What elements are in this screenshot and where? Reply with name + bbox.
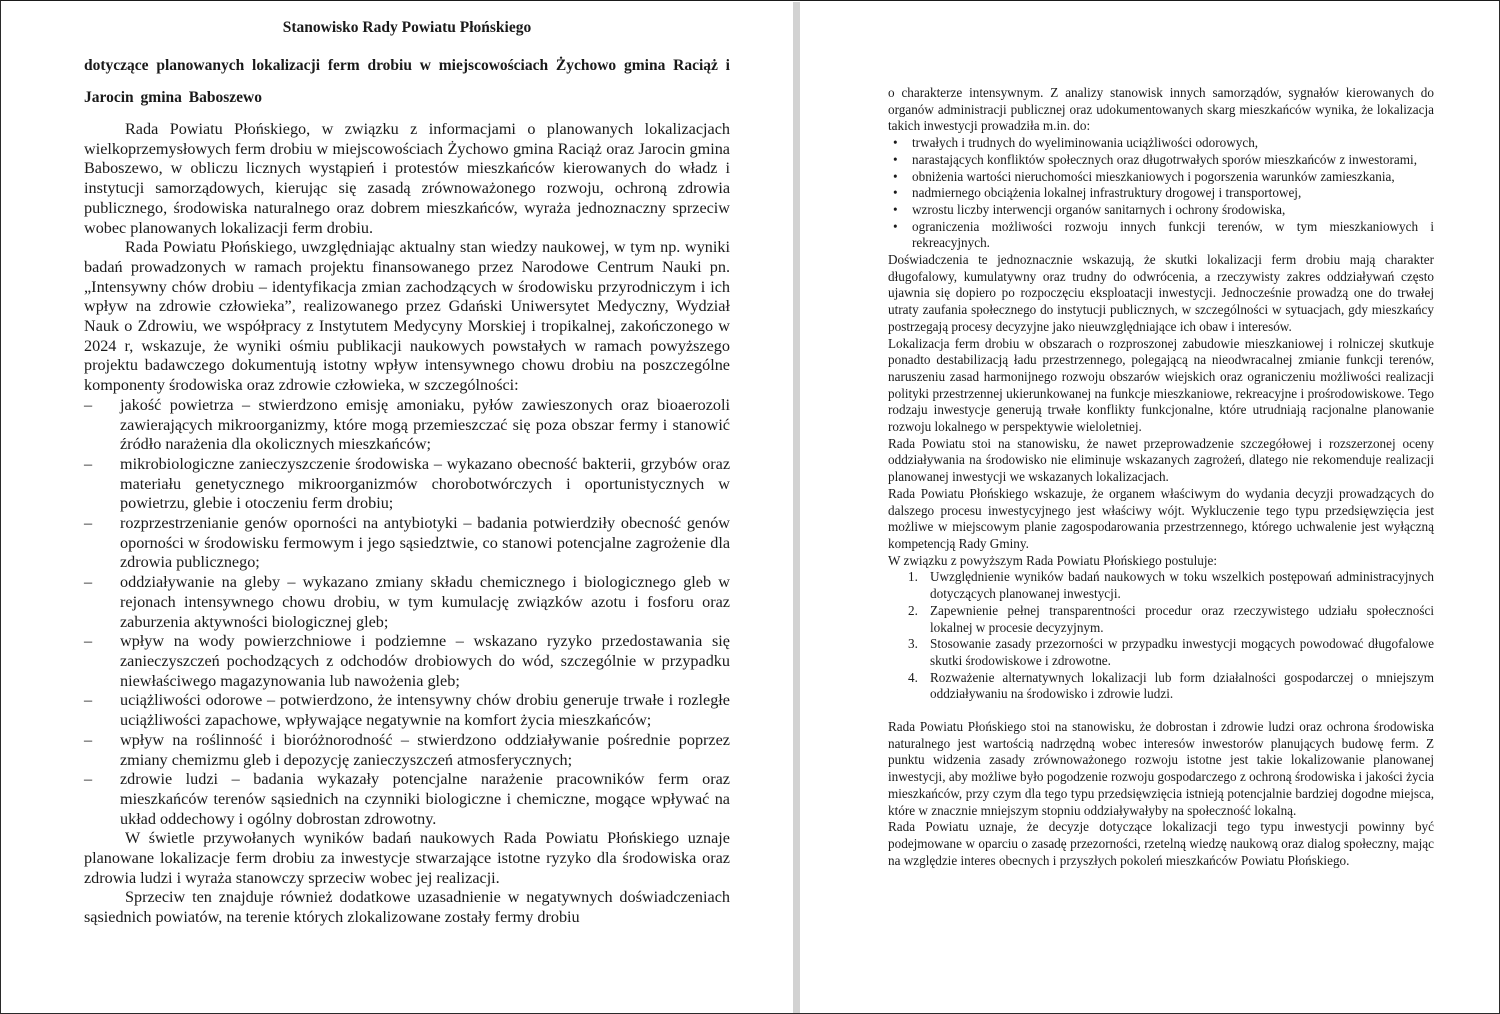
paragraph: Rada Powiatu Płońskiego, uwzględniając aktualny stan wiedzy naukowej, w tym np. wyniki badań prowadzonych w ramach projektu finansowanego przez Narodowe Centrum Nauki pn. „Intensywny chów drobiu – identyfikacja zmian zachodzących w środowisku przyrodniczym i ich wpływ na zdrowie człowieka”, realizowanego przez Gdański Uniwersytet Medyczny, Wydział Nauk o Zdrowiu, we współpracy z Instytutem Medycyny Morskiej i tropikalnej, zakończonego w 2024 r, wskazuje, że wyniki ośmiu publikacji naukowych powstałych w ramach powyższego projektu badawczego dokumentują istotny wpływ intensywnego chowu drobiu na poszczególne komponenty środowiska oraz zdrowie człowieka, w szczególności: — [84, 238, 730, 395]
right-page — [800, 1, 1499, 1013]
list-item — [84, 770, 730, 829]
left-page-content — [84, 17, 730, 928]
dash-bullet-icon: – — [84, 730, 93, 749]
paragraph: Lokalizacja ferm drobiu w obszarach o rozproszonej zabudowie mieszkaniowej i rolniczej skutkuje ponadto destabilizacją ładu przestrzennego, polegającą na nieodwracalnej zmianie funkcji terenów, naruszeniu zasad harmonijnego rozwoju obszarów wiejskich oraz ograniczeniu możliwości realizacji polityki przestrzennej ukierunkowanej na funkcje mieszkaniowe, rekreacyjne i prośrodowiskowe. Tego rodzaju inwestycje generują trwałe konflikty funkcjonalne, które utrudniają racjonalne planowanie rozwoju lokalnego w perspektywie wieloletniej. — [888, 335, 1434, 435]
dash-bullet-icon: – — [84, 454, 93, 473]
list-item — [888, 636, 1434, 669]
list-item — [84, 455, 730, 514]
list-item — [888, 185, 1434, 202]
dash-bullet-icon: – — [84, 514, 93, 533]
list-item-text: narastających konfliktów społecznych oraz długotrwałych sporów mieszkańców z inwestorami, — [912, 151, 1417, 167]
bullet-icon: • — [893, 185, 898, 201]
list-item-text: zdrowie ludzi – badania wykazały potencjalne narażenie pracowników ferm oraz mieszkańców terenów sąsiednich na czynniki biologiczne i chemiczne, mogące wpływać na układ oddechowy i ogólny dobrostan zdrowotny. — [120, 770, 730, 828]
left-page — [1, 1, 793, 1013]
list-number: 3. — [908, 636, 918, 652]
findings-list — [84, 396, 730, 829]
list-number: 1. — [908, 569, 918, 585]
list-item — [84, 691, 730, 730]
list-item-text: oddziaływanie na gleby – wykazano zmiany składu chemicznego i biologicznego gleb w rejonach intensywnego chowu drobiu, w tym kumulację związków azotu i fosforu oraz zaburzenia aktywności biologicznej gleb; — [120, 573, 730, 631]
list-item — [84, 731, 730, 770]
list-item-text: Zapewnienie pełnej transparentności procedur oraz rzeczywistego udziału społeczności lokalnej w procesie decyzyjnym. — [930, 602, 1434, 635]
list-item-text: obniżenia wartości nieruchomości mieszkaniowych i pogorszenia warunków zamieszkania, — [912, 168, 1395, 184]
list-item — [888, 670, 1434, 703]
list-item — [888, 135, 1434, 152]
dash-bullet-icon: – — [84, 691, 93, 710]
list-item-text: Uwzględnienie wyników badań naukowych w toku wszelkich postępowań administracyjnych dotyczących planowanej inwestycji. — [930, 569, 1434, 602]
list-item — [888, 603, 1434, 636]
paragraph: Sprzeciw ten znajduje również dodatkowe uzasadnienie w negatywnych doświadczeniach sąsiednich powiatów, na terenie których zlokalizowane zostały fermy drobiu — [84, 888, 730, 927]
list-item — [84, 632, 730, 691]
list-item-text: uciążliwości odorowe – potwierdzono, że intensywny chów drobiu generuje trwałe i rozległe uciążliwości zapachowe, wpływające negatywnie na komfort życia mieszkańców; — [120, 691, 730, 730]
list-number: 4. — [908, 669, 918, 685]
list-item — [84, 396, 730, 455]
list-item-text: wpływ na wody powierzchniowe i podziemne – wskazano ryzyko przedostawania się zanieczyszczeń pochodzących z odchodów drobiowych do wód, szczególnie w przypadku niewłaściwego magazynowania lub nawożenia gleb; — [120, 632, 730, 690]
list-item-text: Rozważenie alternatywnych lokalizacji lub form działalności gospodarczej o mniejszym oddziaływaniu na środowisko i zdrowie ludzi. — [930, 669, 1434, 702]
spacer — [888, 703, 1434, 719]
page-divider — [793, 2, 800, 1013]
bullet-icon: • — [893, 168, 898, 184]
paragraph: Rada Powiatu uznaje, że decyzje dotyczące lokalizacji tego typu inwestycji powinny być podejmowane w oparciu o zasadę przezorności, rzetelną wiedzę naukową oraz dialog społeczny, mając na względzie interes obecnych i przyszłych pokoleń mieszkańców Powiatu Płońskiego. — [888, 819, 1434, 868]
bullet-icon: • — [893, 218, 898, 234]
paragraph: Rada Powiatu Płońskiego, w związku z informacjami o planowanych lokalizacjach wielkoprzemysłowych ferm drobiu w miejscowościach Żychowo gmina Raciąż oraz Jarocin gmina Baboszewo, w obliczu licznych wystąpień i protestów mieszkańców kierowanych do władz i instytucji samorządowych, kierując się zasadą zrównoważonego rozwoju, ochroną zdrowia publicznego, środowiska naturalnego oraz dobrem mieszkańców, wyraża jednoznaczny sprzeciw wobec planowanych lokalizacji ferm drobiu. — [84, 120, 730, 237]
paragraph: Rada Powiatu Płońskiego stoi na stanowisku, że dobrostan i zdrowie ludzi oraz ochrona środowiska naturalnego jest wartością nadrzędną wobec interesów inwestorów planujących budowę ferm. Z punktu widzenia zasady zrównoważonego rozwoju istotne jest takie lokalizowanie planowanej inwestycji, aby możliwe było pogodzenie rozwoju gospodarczego z ochroną środowiska i jakości życia mieszkańców, przy czym dla tego typu przedsięwzięcia istnieją potencjalnie bardziej dogodne miejsca, które w znacznie mniejszym stopniu oddziaływałyby na społeczność lokalną. — [888, 719, 1434, 818]
list-item-text: wzrostu liczby interwencji organów sanitarnych i ochrony środowiska, — [912, 201, 1286, 217]
postulates-list — [888, 569, 1434, 703]
list-number: 2. — [908, 602, 918, 618]
list-item — [84, 514, 730, 573]
list-item-text: wpływ na roślinność i bioróżnorodność – stwierdzono oddziaływanie pośrednie poprzez zmiany chemizmu gleb i depozycję zanieczyszczeń atmosferycznych; — [120, 730, 730, 769]
document-title: Stanowisko Rady Powiatu Płońskiego — [282, 19, 532, 36]
list-item-text: jakość powietrza – stwierdzono emisję amoniaku, pyłów zawieszonych oraz bioaerozoli zawierających mikroorganizmy, które mogą przemieszczać się poza obszar fermy i stanowić źródło narażenia dla okolicznych mieszkańców; — [120, 395, 730, 454]
list-item — [888, 569, 1434, 602]
paragraph: Doświadczenia te jednoznacznie wskazują, że skutki lokalizacji ferm drobiu mają charakter długofalowy, kumulatywny oraz trudny do odwrócenia, a rzeczywisty zakres oddziaływań często ujawnia się dopiero po rozpoczęciu eksploatacji inwestycji. Jednocześnie prowadzą one do trwałej utraty zaufania społecznego do instytucji publicznych, w szczególności w sytuacjach, gdy mieszkańcy postrzegają procesy decyzyjne jako nieuwzględniające ich obaw i interesów. — [888, 252, 1434, 334]
paragraph: W świetle przywołanych wyników badań naukowych Rada Powiatu Płońskiego uznaje planowane lokalizacje ferm drobiu za inwestycje stwarzające istotne ryzyko dla środowiska oraz zdrowia ludzi i wyraża stanowczy sprzeciw wobec jej realizacji. — [84, 829, 730, 887]
bullet-icon: • — [893, 151, 898, 167]
dash-bullet-icon: – — [84, 632, 93, 651]
right-page-content — [888, 85, 1434, 869]
paragraph: o charakterze intensywnym. Z analizy stanowisk innych samorządów, sygnałów kierowanych do organów administracji publicznej oraz udokumentowanych skarg mieszkańców wynika, że lokalizacja takich inwestycji prowadziła m.in. do: — [888, 85, 1434, 134]
bullet-icon: • — [893, 135, 898, 151]
dash-bullet-icon: – — [84, 395, 93, 414]
consequences-list — [888, 135, 1434, 252]
list-item — [888, 219, 1434, 252]
list-item-text: mikrobiologiczne zanieczyszczenie środowiska – wykazano obecność bakterii, grzybów oraz materiału genetycznego mikroorganizmów chorobotwórczych i oportunistycznych w powietrzu, glebie i otoczeniu ferm drobiu; — [120, 454, 730, 513]
list-item-text: Stosowanie zasady przezorności w przypadku inwestycji mogących powodować długofalowe skutki środowiskowe i zdrowotne. — [930, 636, 1434, 668]
dash-bullet-icon: – — [84, 573, 93, 592]
paragraph: Rada Powiatu stoi na stanowisku, że nawet przeprowadzenie szczegółowej i rozszerzonej oceny oddziaływania na środowisko nie eliminuje wskazanych zagrożeń, dlatego nie rekomenduje realizacji planowanej inwestycji we wskazanych lokalizacjach. — [888, 435, 1434, 485]
dash-bullet-icon: – — [84, 770, 93, 789]
document-subtitle: dotyczące planowanych lokalizacji ferm drobiu w miejscowościach Żychowo gmina Raciąż i Jarocin gmina Baboszewo — [84, 57, 730, 106]
paragraph: Rada Powiatu Płońskiego wskazuje, że organem właściwym do wydania decyzji prowadzących do dalszego procesu inwestycyjnego jest właściwy wójt. Wykluczenie tego typu przedsięwzięcia jest możliwe w miejscowym planie zagospodarowania przestrzennego, którego uchwalenie jest wyłączną kompetencją Rady Gminy. — [888, 485, 1434, 551]
list-item — [888, 169, 1434, 186]
list-item — [888, 202, 1434, 219]
bullet-icon: • — [893, 201, 898, 217]
list-item-text: rozprzestrzenianie genów oporności na antybiotyki – badania potwierdziły obecność genów oporności w środowisku fermowym i jego sąsiedztwie, co stanowi potencjalne zagrożenie dla zdrowia publicznego; — [120, 514, 730, 572]
list-item-text: ograniczenia możliwości rozwoju innych funkcji terenów, w tym mieszkaniowych i rekreacyjnych. — [912, 218, 1434, 251]
paragraph: W związku z powyższym Rada Powiatu Płońskiego postuluje: — [888, 552, 1218, 568]
list-item-text: nadmiernego obciążenia lokalnej infrastruktury drogowej i transportowej, — [912, 185, 1302, 201]
list-item-text: trwałych i trudnych do wyeliminowania uciążliwości odorowych, — [912, 135, 1259, 151]
list-item — [888, 152, 1434, 169]
list-item — [84, 573, 730, 632]
